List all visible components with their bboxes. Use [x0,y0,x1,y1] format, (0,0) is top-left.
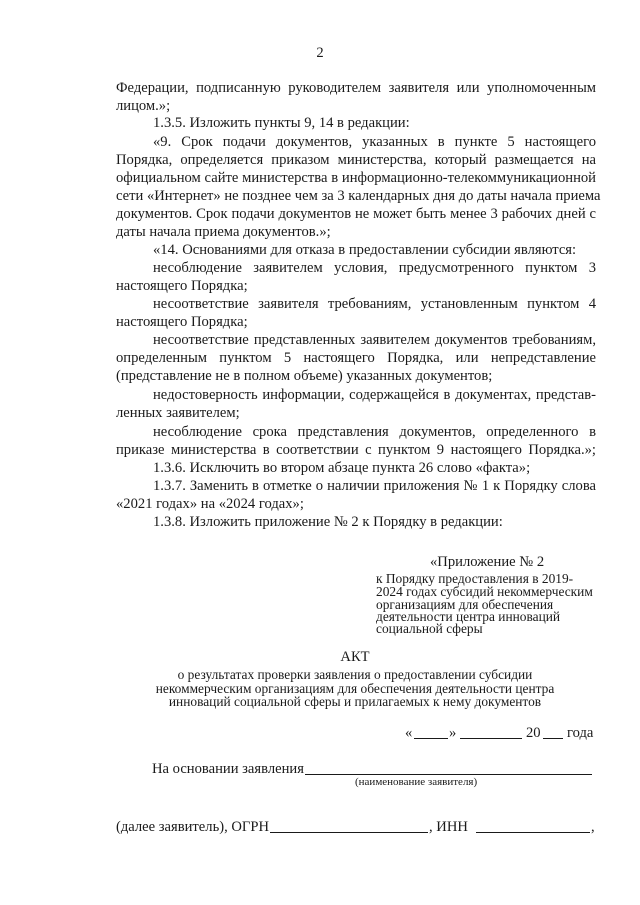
body-line-13: несоответствие заявителя требованиям, установленным пунктом 4 [153,296,596,312]
body-line-21: приказе министерства в соответствии с пунктом 9 настоящего Порядка.»; [116,442,596,458]
date-year-blank [543,738,563,739]
applicant-name-blank [305,774,592,775]
body-line-24: «2021 годах» на «2024 годах»; [116,496,304,512]
body-line-1: Федерации, подписанную руководителем заявителя или уполномоченным [116,80,596,96]
body-line-17: (представление не в полном объеме) указанных документов; [116,368,493,384]
body-line-12: настоящего Порядка; [116,278,248,294]
page-number: 2 [316,45,324,61]
date-close-quote: » [449,725,457,741]
body-line-5: Порядка, определяется приказом министерства, который размещается на [116,152,596,168]
date-year-suffix: года [567,725,594,741]
appendix-line-5: социальной сферы [376,621,483,636]
body-line-10: «14. Основаниями для отказа в предоставлении субсидии являются: [153,242,577,258]
act-subtitle-2: некоммерческим организациям для обеспечения деятельности центра [155,681,555,696]
body-line-16: определенным пунктом 5 настоящего Порядка, или непредставление [116,350,596,366]
appendix-line-1: к Порядку предоставления в 2019- [376,571,574,586]
inn-blank [476,832,590,833]
appendix-line-4: деятельности центра инноваций [376,609,561,624]
ogrn-blank [270,832,428,833]
body-line-22: 1.3.6. Исключить во втором абзаце пункта 26 слово «факта»; [153,460,531,476]
end-comma: , [591,819,595,835]
body-line-8: документов. Срок подачи документов не может быть менее 3 рабочих дней с [116,206,596,222]
appendix-title: «Приложение № 2 [430,554,545,570]
act-subtitle-3: инноваций социальной сферы и прилагаемых к нему документов [168,694,542,709]
appendix-line-3: организациям для обеспечения [376,597,554,612]
date-year-prefix: 20 [526,725,541,741]
body-line-11: несоблюдение заявителем условия, предусмотренного пунктом 3 [153,260,596,276]
date-month-blank [460,738,522,739]
body-line-19: ленных заявителем; [116,405,240,421]
body-line-15: несоответствие представленных заявителем документов требованиям, [153,332,596,348]
body-line-6: официальном сайте министерства в информационно-телекоммуникационной [116,170,596,186]
act-subtitle-1: о результатах проверки заявления о предоставлении субсидии [177,667,533,682]
date-day-blank [414,738,448,739]
body-line-9: даты начала приема документов.»; [116,224,331,240]
basis-label: На основании заявления [152,761,304,777]
date-open-quote: « [405,725,413,741]
body-line-7: сети «Интернет» не позднее чем за 3 календарных дня до даты начала приема [116,188,601,204]
act-heading: АКТ [340,649,370,665]
body-line-4: «9. Срок подачи документов, указанных в пункте 5 настоящего [153,134,596,150]
body-line-18: недостоверность информации, содержащейся в документах, представ- [153,387,596,403]
body-line-3: 1.3.5. Изложить пункты 9, 14 в редакции: [153,115,410,131]
appendix-line-2: 2024 годах субсидий некоммерческим [376,584,593,599]
body-line-20: несоблюдение срока представления документов, определенного в [153,424,596,440]
body-line-23: 1.3.7. Заменить в отметке о наличии приложения № 1 к Порядку слова [153,478,596,494]
basis-caption: (наименование заявителя) [355,776,478,788]
body-line-14: настоящего Порядка; [116,314,248,330]
inn-label: , ИНН [429,819,468,835]
applicant-label: (далее заявитель), ОГРН [116,819,270,835]
body-line-25: 1.3.8. Изложить приложение № 2 к Порядку в редакции: [153,514,503,530]
body-line-2: лицом.»; [116,98,171,114]
